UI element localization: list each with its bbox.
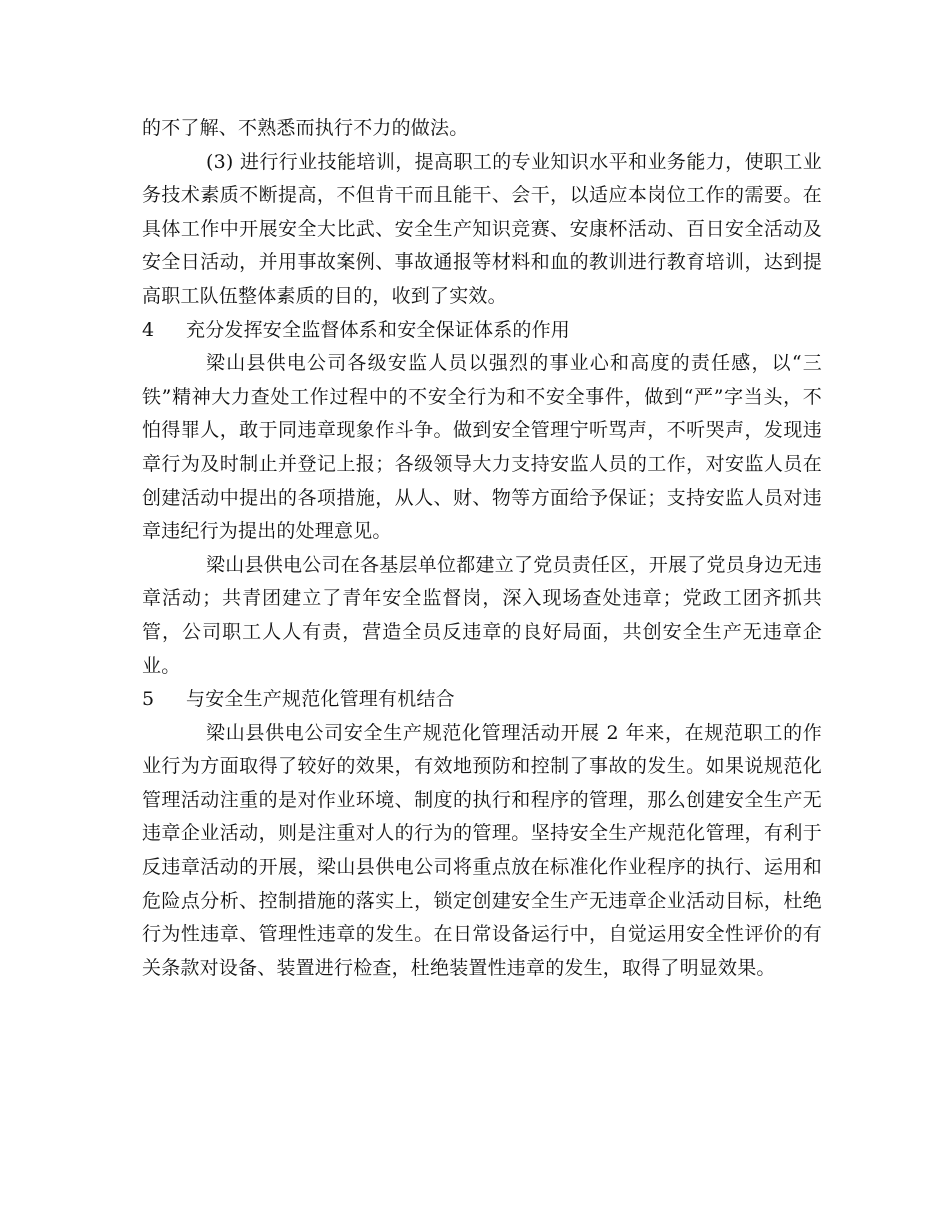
section-title: 与安全生产规范化管理有机结合 bbox=[186, 688, 455, 711]
section-number: 4 bbox=[142, 318, 155, 341]
section-number: 5 bbox=[142, 688, 155, 711]
section-heading-4 bbox=[142, 314, 822, 348]
document-body bbox=[142, 112, 822, 985]
section-title: 充分发挥安全监督体系和安全保证体系的作用 bbox=[186, 318, 571, 341]
paragraph-continuation: 的不了解、不熟悉而执行不力的做法。 bbox=[142, 117, 469, 139]
paragraph-party-responsibility: 梁山县供电公司在各基层单位都建立了党员责任区，开展了党员身边无违章活动；共青团建立了青年安全监督岗，深入现场查处违章；党政工团齐抓共管，公司职工人人有责，营造全员反违章的良好局面，共创安全生产无违章企业。 bbox=[142, 553, 822, 677]
paragraph-safety-supervisors: 梁山县供电公司各级安监人员以强烈的事业心和高度的责任感，以“三铁”精神大力查处工作过程中的不安全行为和不安全事件，做到“严”字当头，不怕得罪人，敢于同违章现象作斗争。做到安全管理宁听骂声，不听哭声，发现违章行为及时制止并登记上报；各级领导大力支持安监人员的工作，对安监人员在创建活动中提出的各项措施，从人、财、物等方面给予保证；支持安监人员对违章违纪行为提出的处理意见。 bbox=[142, 352, 822, 543]
paragraph-standardized-management: 梁山县供电公司安全生产规范化管理活动开展 2 年来，在规范职工的作业行为方面取得了较好的效果，有效地预防和控制了事故的发生。如果说规范化管理活动注重的是对作业环境、制度的执行和程序的管理，那么创建安全生产无违章企业活动，则是注重对人的行为的管理。坚持安全生产规范化管理，有利于反违章活动的开展，梁山县供电公司将重点放在标准化作业程序的执行、运用和危险点分析、控制措施的落实上，锁定创建安全生产无违章企业活动目标，杜绝行为性违章、管理性违章的发生。在日常设备运行中，自觉运用安全性评价的有关条款对设备、装置进行检查，杜绝装置性违章的发生，取得了明显效果。 bbox=[142, 721, 822, 979]
section-heading-5 bbox=[142, 683, 822, 717]
paragraph-skills-training: (3) 进行行业技能培训，提高职工的专业知识水平和业务能力，使职工业务技术素质不断提高，不但肯干而且能干、会干，以适应本岗位工作的需要。在具体工作中开展安全大比武、安全生产知识竞赛、安康杯活动、百日安全活动及安全日活动，并用事故案例、事故通报等材料和血的教训进行教育培训，达到提高职工队伍整体素质的目的，收到了实效。 bbox=[142, 150, 822, 307]
